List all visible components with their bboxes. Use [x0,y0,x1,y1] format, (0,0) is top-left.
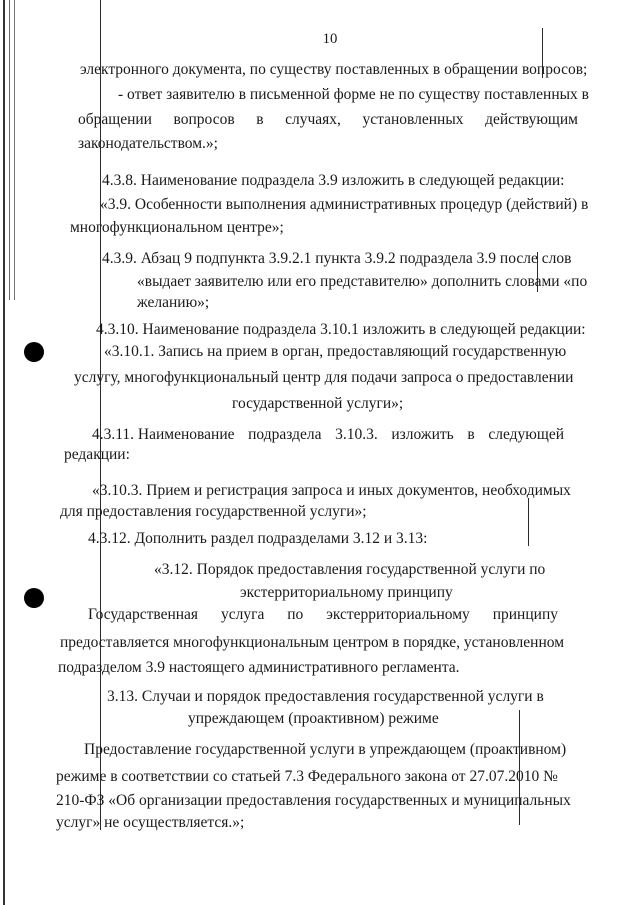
word: услуга [220,606,265,623]
text-line: режиме в соответствии со статьей 7.3 Федерального закона от 27.07.2010 № [56,768,558,785]
punch-hole [24,588,44,608]
word: в [256,111,264,128]
word: в [467,426,475,443]
text-line: «выдает заявителю или его представителю» дополнить словами «по [137,273,588,290]
text-line: 4.3.12. Дополнить раздел подразделами 3.12 и 3.13: [88,530,428,547]
text-line: упреждающем (проактивном) режиме [188,710,439,727]
word: изложить [391,426,454,443]
text-line: экстерриториальному принципу [240,584,453,601]
text-line: многофункциональном центре»; [70,219,284,236]
text-line: услугу, многофункциональный центр для подачи запроса о предоставлении [74,369,574,386]
word: действующим [485,111,578,128]
word: экстерриториальному [326,606,470,623]
word: принципу [492,606,558,623]
text-line: желанию»; [137,294,210,311]
text-line: подразделом 3.9 настоящего административного регламента. [58,659,460,676]
page-number: 10 [322,31,338,47]
text-line-justified [92,426,564,444]
text-line: предоставляется многофункциональным центром в порядке, установленном [60,634,565,651]
text-line: 4.3.10. Наименование подраздела 3.10.1 изложить в следующей редакции: [96,321,586,338]
word: следующей [488,426,564,443]
text-line: государственной услуги»; [232,395,404,412]
text-line: электронного документа, по существу поставленных в обращении вопросов; [80,61,588,78]
text-line: редакции: [64,446,130,463]
word: 4.3.11. Наименование [92,426,235,443]
word: установленных [362,111,464,128]
text-line-justified [78,111,578,129]
punch-hole [24,342,44,362]
word: вопросов [173,111,235,128]
scan-left-edge [3,0,5,905]
word: подраздела [248,426,322,443]
text-line: «3.12. Порядок предоставления государственной услуги по [154,561,546,578]
text-line: - ответ заявителю в письменной форме не по существу поставленных в [118,86,589,103]
word: 3.10.3. [335,426,378,443]
text-line-justified [88,606,558,624]
text-line: для предоставления государственной услуги»; [60,503,367,520]
text-line: «3.10.1. Запись на прием в орган, предоставляющий государственную [104,343,567,360]
text-line: 4.3.8. Наименование подраздела 3.9 изложить в следующей редакции: [102,172,565,189]
scan-vertical-line [528,498,529,546]
word: по [287,606,304,623]
text-line: «3.9. Особенности выполнения административных процедур (действий) в [100,196,589,213]
text-line: 3.13. Случаи и порядок предоставления государственной услуги в [107,688,544,705]
text-line: услуг» не осуществляется.»; [56,814,245,831]
word: Государственная [88,606,199,623]
text-line: 210-ФЗ «Об организации предоставления государственных и муниципальных [56,792,571,809]
word: обращении [78,111,152,128]
text-line: 4.3.9. Абзац 9 подпункта 3.9.2.1 пункта 3.9.2 подраздела 3.9 после слов [102,250,572,267]
text-line: Предоставление государственной услуги в упреждающем (проактивном) [84,741,567,758]
word: случаях, [285,111,341,128]
text-line: «3.10.3. Прием и регистрация запроса и иных документов, необходимых [92,482,571,499]
text-line: законодательством.»; [78,135,218,152]
